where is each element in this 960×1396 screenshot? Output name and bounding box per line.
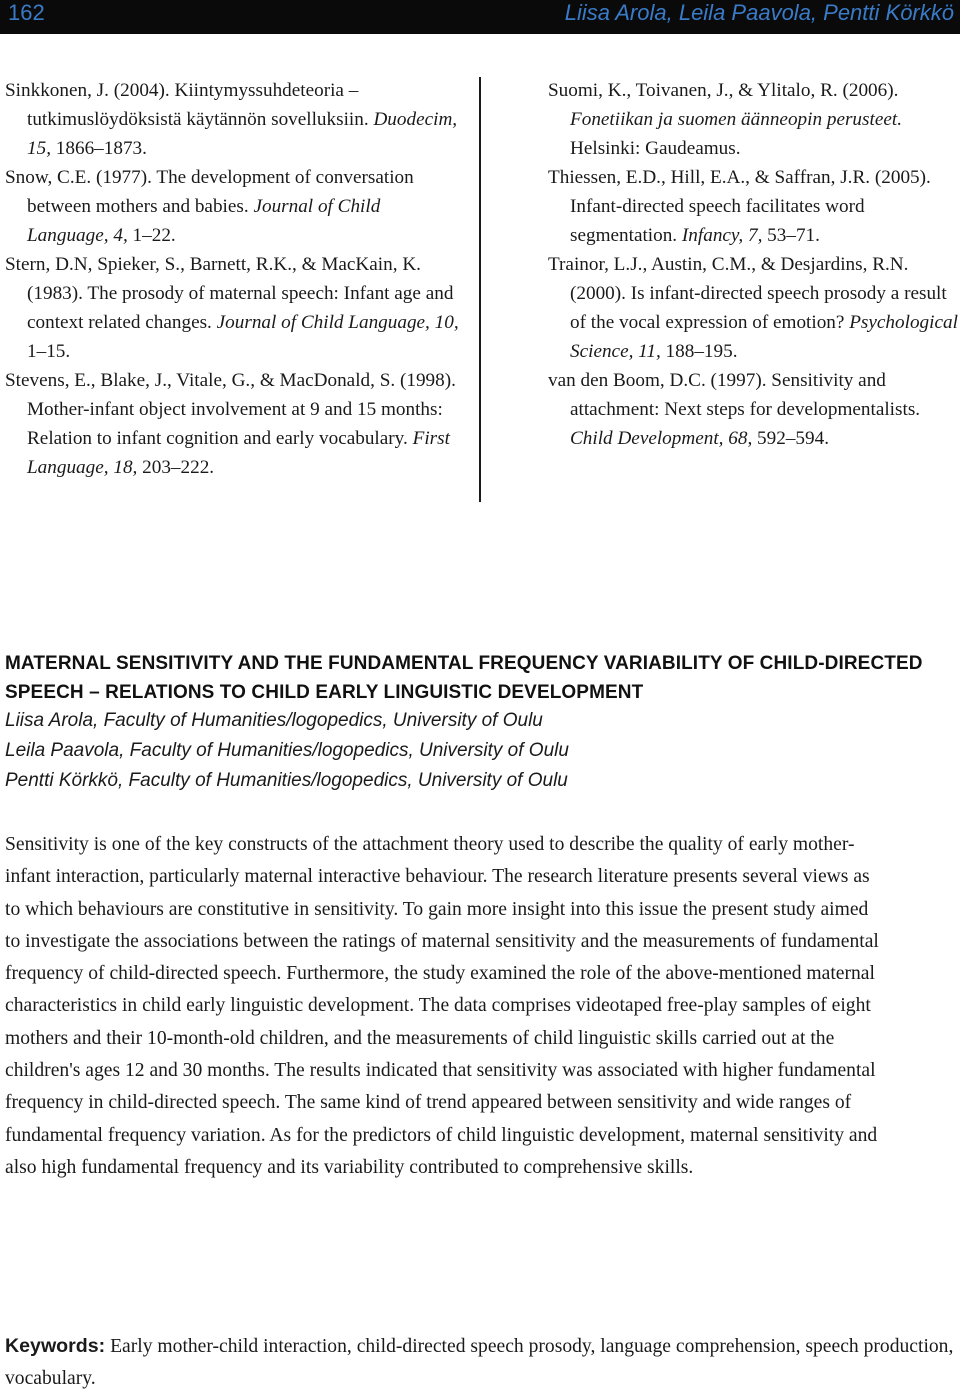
reference-entry: van den Boom, D.C. (1997). Sensitivity and attachment: Next steps for developmentalists. Child Development, 68, 592–594. (548, 370, 921, 449)
column-divider (479, 77, 481, 502)
reference-entry: Snow, C.E. (1977). The development of conversation between mothers and babies. Journal of Child Language, 4, 1–22. (5, 167, 414, 246)
author-affiliation: Leila Paavola, Faculty of Humanities/logopedics, University of Oulu (5, 740, 569, 761)
reference-entry: Trainor, L.J., Austin, C.M., & Desjardins, R.N. (2000). Is infant-directed speech prosody a result of the vocal expression of emotion? Psychological Science, 11, 188–195. (548, 254, 958, 362)
reference-entry: Stevens, E., Blake, J., Vitale, G., & MacDonald, S. (1998). Mother-infant object involvement at 9 and 15 months: Relation to infant cognition and early vocabulary. First Language, 18, 203–222. (5, 370, 456, 478)
author-affiliation: Liisa Arola, Faculty of Humanities/logopedics, University of Oulu (5, 710, 543, 731)
keywords-list: Early mother-child interaction, child-directed speech prosody, language comprehension, speech production, vocabulary. (5, 1336, 954, 1390)
running-authors: Liisa Arola, Leila Paavola, Pentti Körkkö (564, 0, 954, 25)
reference-entry: Thiessen, E.D., Hill, E.A., & Saffran, J.R. (2005). Infant-directed speech facilitates word segmentation. Infancy, 7, 53–71. (548, 167, 931, 246)
author-affiliation: Pentti Körkkö, Faculty of Humanities/logopedics, University of Oulu (5, 770, 568, 791)
reference-entry: Sinkkonen, J. (2004). Kiintymyssuhdeteoria – tutkimuslöydöksistä käytännön sovelluksiin. Duodecim, 15, 1866–1873. (5, 80, 458, 159)
references-right-column (548, 76, 960, 453)
reference-entry: Suomi, K., Toivanen, J., & Ylitalo, R. (2006). Fonetiikan ja suomen äänneopin perusteet. Helsinki: Gaudeamus. (548, 80, 902, 159)
keywords (5, 1330, 955, 1396)
reference-entry: Stern, D.N, Spieker, S., Barnett, R.K., & MacKain, K. (1983). The prosody of maternal speech: Infant age and context related changes. Journal of Child Language, 10, 1–15. (5, 254, 459, 362)
article-title: MATERNAL SENSITIVITY AND THE FUNDAMENTAL FREQUENCY VARIABILITY OF CHILD-DIRECTED SPEECH – RELATIONS TO CHILD EARLY LINGUISTIC DEVELOPMENT (5, 653, 923, 703)
running-header (0, 0, 960, 34)
keywords-label: Keywords: (5, 1335, 106, 1357)
abstract-text: Sensitivity is one of the key constructs of the attachment theory used to describe the quality of early mother-infant interaction, particularly maternal interactive behaviour. The research literature presents several views as to which behaviours are constitutive in sensitivity. To gain more insight into this issue the present study aimed to investigate the associations between the ratings of maternal sensitivity and the measurements of fundamental frequency of child-directed speech. Furthermore, the study examined the role of the above-mentioned maternal characteristics in child early linguistic development. The data comprises videotaped free-play samples of eight mothers and their 10-month-old children, and the measurements of child linguistic skills carried out at the children's ages 12 and 30 months. The results indicated that sensitivity was associated with higher fundamental frequency in child-directed speech. The same kind of trend appeared between sensitivity and wide ranges of fundamental frequency variation. As for the predictors of child linguistic development, maternal sensitivity and also high fundamental frequency and its variability contributed to comprehensive skills. (5, 834, 879, 1178)
abstract (5, 829, 885, 1184)
references-left-column (5, 76, 465, 482)
page-number: 162 (8, 0, 45, 25)
